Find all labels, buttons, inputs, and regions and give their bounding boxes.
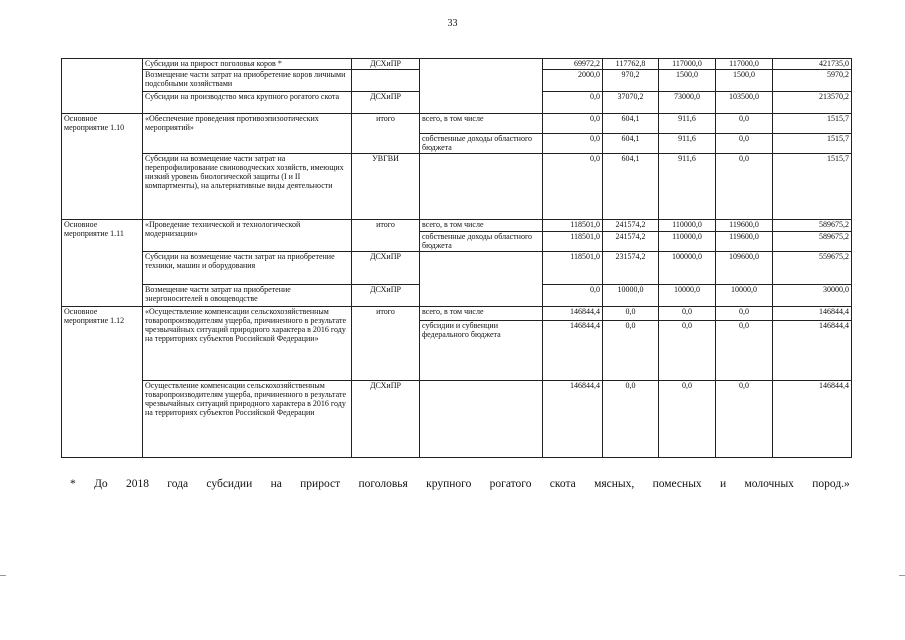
table-row (62, 114, 852, 134)
measure-name: «Осуществление компенсации сельскохозяйственным товаропроизводителям ущерба, причиненного в результате чрезвычайных ситуаций природного характера в 2016 году на территориях субъектов Российской Федерации» (143, 307, 352, 381)
value-cell: 0,0 (603, 307, 659, 321)
funding-source-cell: субсидии и субвенции федерального бюджета (420, 321, 543, 381)
total-cell: 1515,7 (773, 134, 852, 154)
footnote-word: субсидии (206, 478, 253, 490)
footnote (70, 478, 850, 490)
value-cell: 118501,0 (543, 220, 603, 232)
section-cell: Основное мероприятие 1.10 (62, 114, 143, 220)
executor-cell: итого (352, 220, 420, 252)
footnote-word: рогатого (489, 478, 532, 490)
executor-cell: ДСХиПР (352, 59, 420, 70)
funding-source-cell: всего, в том числе (420, 307, 543, 321)
value-cell: 0,0 (543, 154, 603, 220)
table-row (62, 154, 852, 220)
section-cell: Основное мероприятие 1.11 (62, 220, 143, 307)
footnote-word: 2018 (125, 478, 149, 490)
footnote-word: прирост (300, 478, 341, 490)
value-cell: 1500,0 (716, 70, 773, 92)
value-cell: 117000,0 (716, 59, 773, 70)
value-cell: 604,1 (603, 114, 659, 134)
value-cell: 103500,0 (716, 92, 773, 114)
total-cell: 1515,7 (773, 154, 852, 220)
footnote-word: мясных, (594, 478, 635, 490)
funding-source-cell (420, 59, 543, 114)
footnote-word: молочных (744, 478, 794, 490)
value-cell: 10000,0 (659, 285, 716, 307)
value-cell: 241574,2 (603, 220, 659, 232)
value-cell: 0,0 (603, 321, 659, 381)
total-cell: 213570,2 (773, 92, 852, 114)
value-cell: 231574,2 (603, 252, 659, 285)
footnote-word: пород.» (812, 478, 850, 490)
value-cell: 0,0 (716, 134, 773, 154)
table-row (62, 220, 852, 232)
value-cell: 73000,0 (659, 92, 716, 114)
executor-cell (352, 70, 420, 92)
footnote-word: скота (549, 478, 576, 490)
funding-source-cell (420, 154, 543, 220)
value-cell: 0,0 (716, 321, 773, 381)
value-cell: 117000,0 (659, 59, 716, 70)
value-cell: 604,1 (603, 134, 659, 154)
table-row (62, 252, 852, 285)
value-cell: 911,6 (659, 114, 716, 134)
footnote-word: на (270, 478, 282, 490)
total-cell: 589675,2 (773, 232, 852, 252)
value-cell: 970,2 (603, 70, 659, 92)
value-cell: 100000,0 (659, 252, 716, 285)
value-cell: 146844,4 (543, 321, 603, 381)
footnote-word: года (167, 478, 189, 490)
funding-source-cell: всего, в том числе (420, 220, 543, 232)
value-cell: 241574,2 (603, 232, 659, 252)
value-cell: 69972,2 (543, 59, 603, 70)
value-cell: 119600,0 (716, 220, 773, 232)
executor-cell: ДСХиПР (352, 285, 420, 307)
value-cell: 119600,0 (716, 232, 773, 252)
value-cell: 10000,0 (716, 285, 773, 307)
executor-cell: ДСХиПР (352, 381, 420, 458)
value-cell: 118501,0 (543, 232, 603, 252)
value-cell: 2000,0 (543, 70, 603, 92)
section-cell: Основное мероприятие 1.12 (62, 307, 143, 458)
value-cell: 1500,0 (659, 70, 716, 92)
funding-source-cell (420, 252, 543, 307)
total-cell: 421735,0 (773, 59, 852, 70)
value-cell: 0,0 (716, 114, 773, 134)
total-cell: 5970,2 (773, 70, 852, 92)
total-cell: 146844,4 (773, 321, 852, 381)
value-cell: 0,0 (603, 381, 659, 458)
funding-source-cell: собственные доходы областного бюджета (420, 232, 543, 252)
executor-cell: УВГВИ (352, 154, 420, 220)
value-cell: 109600,0 (716, 252, 773, 285)
value-cell: 0,0 (659, 307, 716, 321)
measure-name: Возмещение части затрат на приобретение коров личными подсобными хозяйствами (143, 70, 352, 92)
measure-name: Субсидии на прирост поголовья коров * (143, 59, 352, 70)
measure-name: Субсидии на производство мяса крупного рогатого скота (143, 92, 352, 114)
budget-table (61, 58, 852, 458)
funding-source-cell: всего, в том числе (420, 114, 543, 134)
scan-edge-mark (899, 575, 905, 576)
total-cell: 589675,2 (773, 220, 852, 232)
value-cell: 0,0 (543, 134, 603, 154)
table-row (62, 307, 852, 321)
total-cell: 146844,4 (773, 307, 852, 321)
value-cell: 0,0 (543, 114, 603, 134)
page-number: 33 (447, 18, 458, 29)
total-cell: 146844,4 (773, 381, 852, 458)
section-cell (62, 59, 143, 114)
executor-cell: ДСХиПР (352, 92, 420, 114)
measure-name: Осуществление компенсации сельскохозяйственным товаропроизводителям ущерба, причиненного в результате чрезвычайных ситуаций природного характера в 2016 году на территориях субъектов Российской Федерации (143, 381, 352, 458)
total-cell: 559675,2 (773, 252, 852, 285)
value-cell: 911,6 (659, 154, 716, 220)
measure-name: «Проведение технической и технологической модернизации» (143, 220, 352, 252)
funding-source-cell (420, 381, 543, 458)
value-cell: 118501,0 (543, 252, 603, 285)
footnote-word: * (70, 478, 76, 490)
value-cell: 0,0 (659, 321, 716, 381)
table-row (62, 59, 852, 70)
value-cell: 0,0 (543, 285, 603, 307)
footnote-word: крупного (426, 478, 472, 490)
footnote-word: поголовья (358, 478, 408, 490)
executor-cell: ДСХиПР (352, 252, 420, 285)
value-cell: 0,0 (659, 381, 716, 458)
value-cell: 0,0 (716, 154, 773, 220)
value-cell: 110000,0 (659, 232, 716, 252)
total-cell: 30000,0 (773, 285, 852, 307)
measure-name: «Обеспечение проведения противоэпизоотических мероприятий» (143, 114, 352, 154)
value-cell: 0,0 (543, 92, 603, 114)
total-cell: 1515,7 (773, 114, 852, 134)
scan-edge-mark (0, 575, 6, 576)
value-cell: 0,0 (716, 307, 773, 321)
value-cell: 110000,0 (659, 220, 716, 232)
value-cell: 604,1 (603, 154, 659, 220)
measure-name: Субсидии на возмещение части затрат на перепрофилирование свиноводческих хозяйств, имеющих низкий уровень биологической защиты (I и II компартменты), на альтернативные виды деятельности (143, 154, 352, 220)
executor-cell: итого (352, 307, 420, 381)
value-cell: 117762,8 (603, 59, 659, 70)
value-cell: 0,0 (716, 381, 773, 458)
value-cell: 37070,2 (603, 92, 659, 114)
footnote-word: помесных (652, 478, 702, 490)
executor-cell: итого (352, 114, 420, 154)
value-cell: 10000,0 (603, 285, 659, 307)
measure-name: Субсидии на возмещение части затрат на приобретение техники, машин и оборудования (143, 252, 352, 285)
value-cell: 146844,4 (543, 307, 603, 321)
measure-name: Возмещение части затрат на приобретение энергоносителей в овощеводстве (143, 285, 352, 307)
funding-source-cell: собственные доходы областного бюджета (420, 134, 543, 154)
value-cell: 146844,4 (543, 381, 603, 458)
footnote-word: и (719, 478, 727, 490)
footnote-word: До (94, 478, 108, 490)
value-cell: 911,6 (659, 134, 716, 154)
table-row (62, 381, 852, 458)
